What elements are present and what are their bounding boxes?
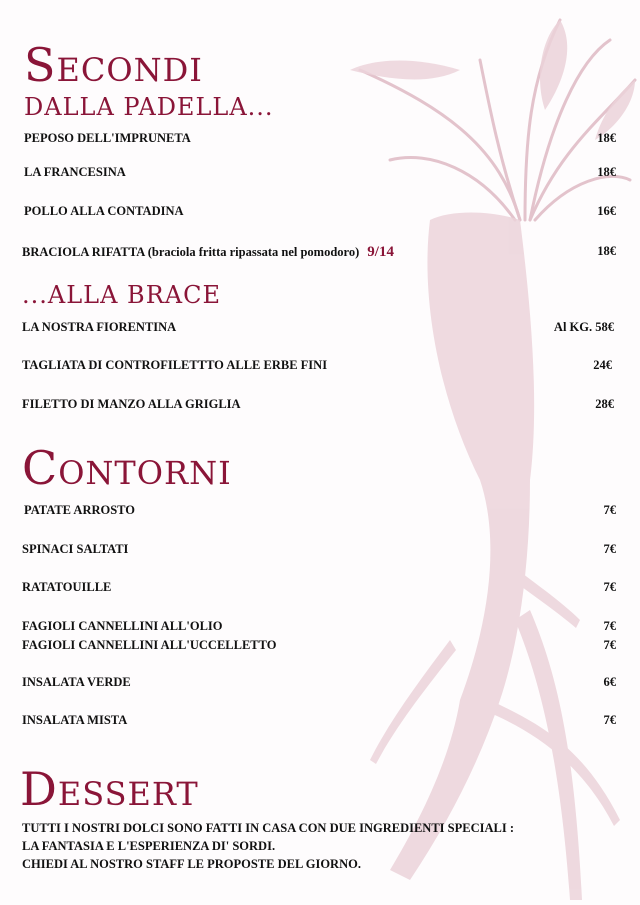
menu-item-name: FAGIOLI CANNELLINI ALL'UCCELLETTO bbox=[22, 638, 277, 652]
section-title-dessert: Dessert bbox=[20, 762, 199, 816]
dessert-text-line: CHIEDI AL NOSTRO STAFF LE PROPOSTE DEL GIORNO. bbox=[22, 857, 361, 871]
menu-item-name: INSALATA MISTA bbox=[22, 713, 128, 727]
menu-item-price: 18€ bbox=[597, 165, 616, 179]
menu-item-price: 18€ bbox=[597, 244, 616, 258]
root-vegetable-illustration bbox=[330, 0, 640, 905]
menu-item-price: 16€ bbox=[597, 204, 616, 218]
menu-item-name: TAGLIATA DI CONTROFILETTTO ALLE ERBE FINI bbox=[22, 358, 328, 372]
section-title-secondi: Secondi bbox=[24, 38, 203, 92]
menu-item-price: 7€ bbox=[603, 503, 616, 517]
menu-item-name: LA NOSTRA FIORENTINA bbox=[22, 320, 177, 334]
menu-item-price: 7€ bbox=[603, 542, 616, 556]
menu-item-price: 7€ bbox=[603, 638, 616, 652]
menu-item-price: 7€ bbox=[603, 580, 616, 594]
menu-item-note: 9/14 bbox=[367, 244, 394, 260]
menu-item-price: 7€ bbox=[603, 619, 616, 633]
dessert-text-line: LA FANTASIA E L'ESPERIENZA DI' SORDI. bbox=[22, 839, 276, 853]
menu-item-name: PEPOSO DELL'IMPRUNETA bbox=[24, 131, 191, 145]
menu-item-name: POLLO ALLA CONTADINA bbox=[24, 204, 184, 218]
menu-item-price: 18€ bbox=[597, 131, 616, 145]
menu-item-name: BRACIOLA RIFATTA (braciola fritta ripassata nel pomodoro) bbox=[22, 245, 360, 259]
menu-item-name: INSALATA VERDE bbox=[22, 675, 131, 689]
menu-item-braciola bbox=[22, 245, 394, 260]
menu-item-name: PATATE ARROSTO bbox=[24, 503, 136, 517]
dessert-text-line: TUTTI I NOSTRI DOLCI SONO FATTI IN CASA CON DUE INGREDIENTI SPECIALI : bbox=[22, 821, 514, 835]
menu-item-price: 6€ bbox=[603, 675, 616, 689]
menu-item-price: 7€ bbox=[603, 713, 616, 727]
menu-item-name: FILETTO DI MANZO ALLA GRIGLIA bbox=[22, 397, 241, 411]
menu-item-name: LA FRANCESINA bbox=[24, 165, 126, 179]
menu-item-price: 24€ bbox=[593, 358, 612, 372]
subsection-heading-padella: DALLA PADELLA... bbox=[24, 93, 274, 121]
menu-item-price: 28€ bbox=[595, 397, 614, 411]
menu-item-name: FAGIOLI CANNELLINI ALL'OLIO bbox=[22, 619, 223, 633]
menu-item-price: Al KG. 58€ bbox=[553, 320, 614, 334]
menu-item-name: RATATOUILLE bbox=[22, 580, 112, 594]
menu-item-name: SPINACI SALTATI bbox=[22, 542, 129, 556]
subsection-heading-brace: ...ALLA BRACE bbox=[22, 281, 221, 309]
section-title-contorni: Contorni bbox=[22, 441, 232, 495]
